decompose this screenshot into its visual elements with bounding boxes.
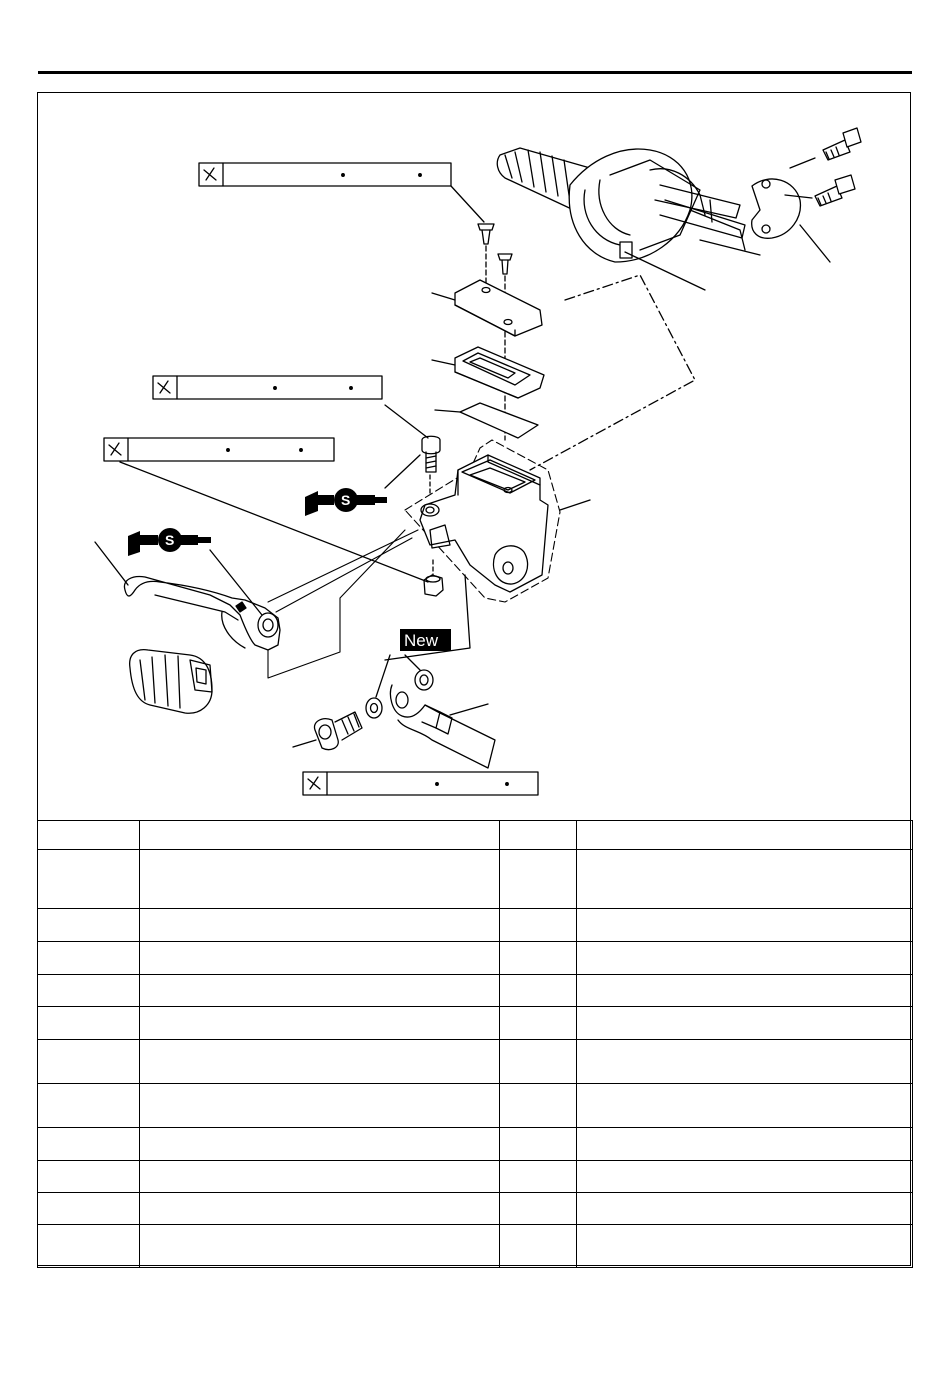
- reservoir-cap: [455, 280, 542, 336]
- table-cell: [500, 1040, 577, 1084]
- table-cell: [38, 1040, 140, 1084]
- table-cell: [577, 1193, 913, 1225]
- cap-screw-2: [498, 254, 512, 274]
- leader-diaphragm: [435, 410, 460, 412]
- table-row: [38, 1007, 913, 1040]
- table-cell: [577, 1007, 913, 1040]
- table-cell: [38, 942, 140, 975]
- diaphragm-holder: [455, 347, 544, 398]
- table-cell: [140, 975, 500, 1007]
- table-cell: [38, 850, 140, 909]
- svg-text:S: S: [341, 492, 351, 508]
- torque-callout-4: [303, 772, 538, 795]
- svg-text:New: New: [404, 631, 439, 650]
- table-cell: [38, 1128, 140, 1161]
- table-cell: [500, 850, 577, 909]
- table-cell: [500, 1161, 577, 1193]
- table-row: [38, 1193, 913, 1225]
- leader-pivot-bolt: [385, 405, 428, 438]
- table-cell: [140, 1084, 500, 1128]
- leader-cap: [432, 293, 455, 300]
- cap-screw-1: [478, 224, 494, 244]
- table-cell: [500, 1225, 577, 1268]
- table-cell: [500, 975, 577, 1007]
- leader-grease-1: [385, 455, 420, 488]
- table-cell: [140, 850, 500, 909]
- table-cell: [140, 1040, 500, 1084]
- table-cell: [38, 1161, 140, 1193]
- table-cell: [577, 942, 913, 975]
- table-cell: [577, 1225, 913, 1268]
- torque-callout-3: [104, 438, 334, 461]
- copper-washer-1: [366, 698, 382, 718]
- table-cell: [140, 942, 500, 975]
- leader-grip: [625, 252, 705, 290]
- table-cell: [577, 975, 913, 1007]
- brake-lever: [124, 577, 280, 650]
- table-cell: [140, 909, 500, 942]
- table-cell: [38, 1193, 140, 1225]
- lithium-grease-icon: [305, 488, 387, 516]
- table-cell: [500, 1193, 577, 1225]
- torque-callout-2: [153, 376, 382, 399]
- copper-washer-2: [415, 670, 433, 690]
- table-cell: [500, 942, 577, 975]
- table-row: [38, 975, 913, 1007]
- table-row: [38, 1084, 913, 1128]
- table-cell: [500, 909, 577, 942]
- table-cell: [577, 1084, 913, 1128]
- throttle-grip-illustration: [497, 148, 760, 262]
- table-row: [38, 1040, 913, 1084]
- leader-union-bolt: [293, 740, 316, 747]
- lever-pivot-bolt: [422, 436, 440, 472]
- clamp-bolt-upper: [823, 128, 861, 160]
- table-row: [38, 942, 913, 975]
- table-header-cell: [140, 821, 500, 850]
- svg-text:S: S: [165, 532, 175, 548]
- lever-adjuster-part: [130, 650, 212, 714]
- table-cell: [500, 1128, 577, 1161]
- table-cell: [38, 1007, 140, 1040]
- table-header-cell: [500, 821, 577, 850]
- table-cell: [577, 1161, 913, 1193]
- table-cell: [500, 1084, 577, 1128]
- torque-callout-1: [199, 163, 451, 186]
- table-cell: [140, 1161, 500, 1193]
- table-cell: [38, 975, 140, 1007]
- leader-hose: [450, 704, 488, 715]
- table-cell: [577, 850, 913, 909]
- table-header-cell: [577, 821, 913, 850]
- table-row: [38, 909, 913, 942]
- table-cell: [38, 909, 140, 942]
- diaphragm: [460, 403, 538, 438]
- leader-clamp: [800, 225, 830, 262]
- leader-nut: [120, 462, 428, 582]
- leader-body: [560, 500, 590, 510]
- table-cell: [38, 1225, 140, 1268]
- master-cylinder-body: [420, 455, 548, 592]
- table-row: [38, 1225, 913, 1268]
- leader-holder: [432, 360, 455, 365]
- brake-hose: [390, 685, 495, 768]
- lever-holder-clamp: [752, 179, 801, 238]
- table-row: [38, 1161, 913, 1193]
- pivot-nut: [424, 575, 443, 596]
- table-cell: [140, 1128, 500, 1161]
- table-cell: [140, 1007, 500, 1040]
- table-cell: [577, 909, 913, 942]
- clamp-bolt-lower: [815, 175, 855, 206]
- leader-lever: [95, 542, 128, 585]
- table-cell: [577, 1128, 913, 1161]
- table-cell: [140, 1225, 500, 1268]
- table-row: [38, 850, 913, 909]
- table-cell: [577, 1040, 913, 1084]
- table-row: [38, 1128, 913, 1161]
- table-cell: [500, 1007, 577, 1040]
- table-cell: [38, 1084, 140, 1128]
- table-header-cell: [38, 821, 140, 850]
- table-header-row: [38, 821, 913, 850]
- lithium-grease-icon-2: [128, 528, 211, 556]
- table-cell: [140, 1193, 500, 1225]
- new-badge: [400, 629, 451, 651]
- parts-table: [37, 820, 913, 1268]
- union-bolt: [314, 712, 362, 750]
